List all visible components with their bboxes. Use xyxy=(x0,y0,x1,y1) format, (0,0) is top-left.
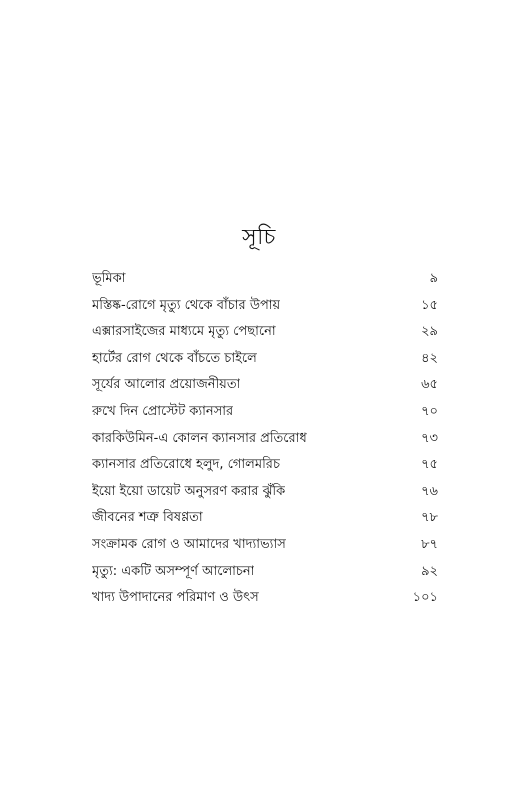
toc-entry-page-number: ৯২ xyxy=(421,563,438,579)
toc-entry-page-number: ১৫ xyxy=(421,297,438,313)
toc-entry-title: মস্তিষ্ক-রোগে মৃত্যু থেকে বাঁচার উপায় xyxy=(92,297,281,313)
toc-entry-title: কারকিউমিন-এ কোলন ক্যানসার প্রতিরোধ xyxy=(92,430,307,446)
toc-entry-title: খাদ্য উপাদানের পরিমাণ ও উৎস xyxy=(92,590,259,606)
toc-entry-page-number: ৭৫ xyxy=(421,457,438,473)
toc-entry xyxy=(92,532,438,559)
toc-entry-title: রুখে দিন প্রোস্টেট ক্যানসার xyxy=(92,403,234,419)
toc-entry-title: জীবনের শত্রু বিষণ্ণতা xyxy=(92,510,203,526)
toc-entry xyxy=(92,372,438,399)
toc-entry xyxy=(92,426,438,453)
toc-entry-title: সংক্রামক রোগ ও আমাদের খাদ্যাভ্যাস xyxy=(92,536,286,552)
toc-entry-title: এক্সারসাইজের মাধ্যমে মৃত্যু পেছানো xyxy=(92,324,276,340)
toc-entry-title: ভূমিকা xyxy=(92,271,126,286)
toc-entry-title: মৃত্যু: একটি অসম্পূর্ণ আলোচনা xyxy=(92,563,255,579)
toc-entry xyxy=(92,346,438,373)
toc-entry xyxy=(92,585,438,612)
toc-entry xyxy=(92,479,438,506)
toc-entry-page-number: ৮৭ xyxy=(421,536,438,552)
table-of-contents xyxy=(92,266,438,612)
toc-entry xyxy=(92,559,438,586)
toc-entry-page-number: ১০১ xyxy=(412,590,438,606)
toc-entry xyxy=(92,452,438,479)
toc-entry-page-number: ৪২ xyxy=(421,350,438,366)
toc-entry-title: হার্টের রোগ থেকে বাঁচতে চাইলে xyxy=(92,350,257,366)
toc-entry-page-number: ৭৬ xyxy=(421,483,438,499)
toc-entry-page-number: ৭৩ xyxy=(421,430,438,446)
toc-entry-page-number: ৭৮ xyxy=(421,510,438,526)
toc-entry-page-number: ২৯ xyxy=(421,324,438,340)
toc-entry xyxy=(92,266,438,293)
toc-entry-page-number: ৬৫ xyxy=(421,377,438,393)
toc-entry-title: ক্যানসার প্রতিরোধে হলুদ, গোলমরিচ xyxy=(92,457,280,473)
toc-entry-page-number: ৯ xyxy=(429,271,438,286)
toc-entry-title: সূর্যের আলোর প্রয়োজনীয়তা xyxy=(92,377,241,393)
toc-entry-title: ইয়ো ইয়ো ডায়েট অনুসরণ করার ঝুঁকি xyxy=(92,483,286,499)
toc-entry xyxy=(92,293,438,320)
toc-entry xyxy=(92,399,438,426)
toc-entry xyxy=(92,505,438,532)
toc-entry-page-number: ৭০ xyxy=(421,403,438,419)
page-title: সূচি xyxy=(242,225,276,250)
toc-entry xyxy=(92,319,438,346)
